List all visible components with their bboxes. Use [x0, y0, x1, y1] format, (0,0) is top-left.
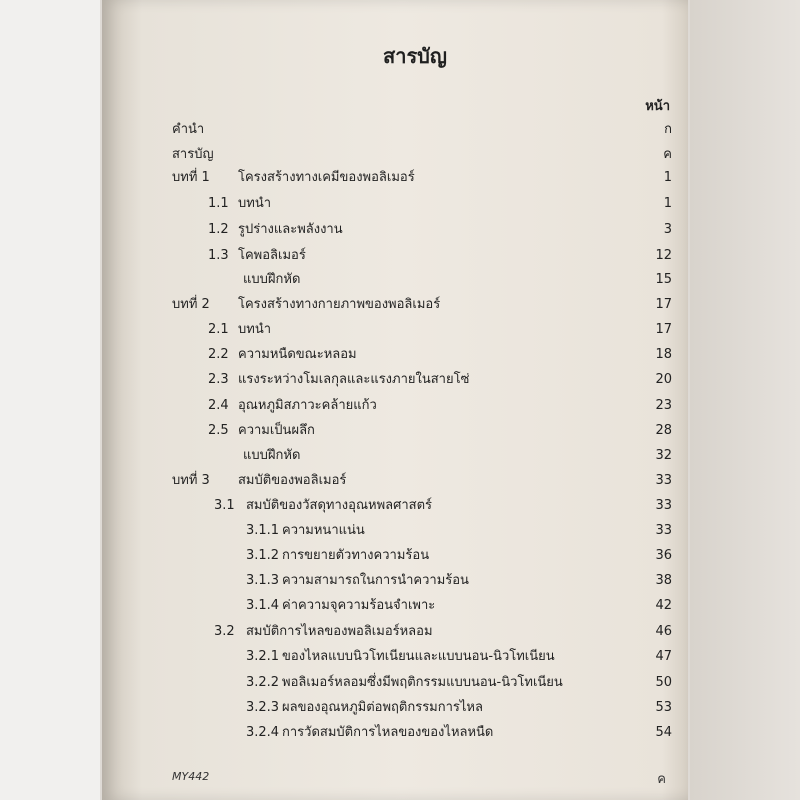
entry-title: สารบัญ: [172, 147, 214, 162]
entry-page-number: 33: [655, 498, 672, 513]
entry-page-number: 18: [655, 347, 672, 362]
entry-title: สมบัติของพอลิเมอร์: [238, 473, 347, 488]
entry-page-number: 15: [655, 272, 672, 287]
toc-entry: [0, 546, 800, 566]
entry-page-number: 54: [655, 725, 672, 740]
entry-title: ความหนาแน่น: [282, 523, 365, 538]
toc-entry: [0, 194, 800, 214]
entry-page-number: 20: [655, 372, 672, 387]
chapter-number: บทที่ 1: [172, 170, 210, 185]
entry-page-number: 3: [663, 222, 672, 237]
section-number: 1.2: [208, 222, 229, 237]
entry-title: พอลิเมอร์หลอมซึ่งมีพฤติกรรมแบบนอน-นิวโทเนียน: [282, 675, 563, 690]
toc-entry: [0, 647, 800, 667]
section-number: 2.4: [208, 398, 229, 413]
entry-page-number: 28: [655, 423, 672, 438]
toc-entry: [0, 496, 800, 516]
entry-title: การวัดสมบัติการไหลของของไหลหนืด: [282, 725, 494, 740]
section-number: 3.1.4: [246, 598, 280, 613]
section-number: 1.1: [208, 196, 229, 211]
toc-entry: [0, 673, 800, 693]
entry-title: อุณหภูมิสภาวะคล้ายแก้ว: [238, 398, 377, 413]
section-number: 1.3: [208, 248, 229, 263]
toc-entry: [0, 521, 800, 541]
entry-title: แบบฝึกหัด: [243, 272, 301, 287]
toc-entry: [0, 446, 800, 466]
chapter-number: บทที่ 2: [172, 297, 210, 312]
entry-title: โครงสร้างทางเคมีของพอลิเมอร์: [238, 170, 415, 185]
toc-entry: [0, 168, 800, 188]
section-number: 2.5: [208, 423, 229, 438]
entry-title: บทนำ: [238, 322, 272, 337]
entry-page-number: 23: [655, 398, 672, 413]
entry-page-number: 36: [655, 548, 672, 563]
entry-title: การขยายตัวทางความร้อน: [282, 548, 430, 563]
entry-title: รูปร่างและพลังงาน: [238, 222, 343, 237]
toc-entry: [0, 220, 800, 240]
entry-title: โคพอลิเมอร์: [238, 248, 306, 263]
entry-page-number: 12: [655, 248, 672, 263]
entry-title: ความสามารถในการนำความร้อน: [282, 573, 469, 588]
entry-page-number: 1: [663, 170, 672, 185]
footer-code: MY442: [172, 770, 210, 783]
toc-entry: [0, 723, 800, 743]
entry-title: แรงระหว่างโมเลกุลและแรงภายในสายโซ่: [238, 372, 470, 387]
toc-entry: [0, 396, 800, 416]
section-number: 3.2.3: [246, 700, 280, 715]
section-number: 3.1.3: [246, 573, 280, 588]
section-number: 3.1: [214, 498, 235, 513]
entry-title: สมบัติการไหลของพอลิเมอร์หลอม: [246, 624, 433, 639]
entry-title: คำนำ: [172, 122, 205, 137]
section-number: 2.3: [208, 372, 229, 387]
section-number: 3.2.2: [246, 675, 280, 690]
toc-entry: [0, 571, 800, 591]
section-number: 3.1.2: [246, 548, 280, 563]
toc-entry: [0, 622, 800, 642]
entry-page-number: 47: [655, 649, 672, 664]
entry-page-number: 1: [663, 196, 672, 211]
entry-page-number: 46: [655, 624, 672, 639]
entry-page-number: 33: [655, 473, 672, 488]
section-number: 2.1: [208, 322, 229, 337]
entry-title: ค่าความจุความร้อนจำเพาะ: [282, 598, 436, 613]
toc-entry: [0, 320, 800, 340]
toc-entry: [0, 246, 800, 266]
toc-entry: [0, 295, 800, 315]
toc-entry: [0, 120, 800, 140]
entry-title: แบบฝึกหัด: [243, 448, 301, 463]
page-title: สารบัญ: [383, 44, 447, 68]
entry-title: สมบัติของวัสดุทางอุณหพลศาสตร์: [246, 498, 433, 513]
entry-page-number: 32: [655, 448, 672, 463]
entry-page-number: 17: [655, 297, 672, 312]
toc-entry: [0, 698, 800, 718]
toc-entry: [0, 421, 800, 441]
section-number: 3.2: [214, 624, 235, 639]
entry-page-number: 50: [655, 675, 672, 690]
entry-page-number: ค: [663, 147, 672, 162]
toc-entry: [0, 596, 800, 616]
section-number: 3.2.4: [246, 725, 280, 740]
toc-entry: [0, 370, 800, 390]
toc-entry: [0, 471, 800, 491]
toc-entry: [0, 145, 800, 165]
entry-title: ผลของอุณหภูมิต่อพฤติกรรมการไหล: [282, 700, 483, 715]
entry-page-number: 53: [655, 700, 672, 715]
entry-title: บทนำ: [238, 196, 272, 211]
section-number: 3.2.1: [246, 649, 280, 664]
entry-title: โครงสร้างทางกายภาพของพอลิเมอร์: [238, 297, 441, 312]
entry-page-number: 42: [655, 598, 672, 613]
toc-entry: [0, 345, 800, 365]
entry-title: ความเป็นผลึก: [238, 423, 315, 438]
section-number: 3.1.1: [246, 523, 280, 538]
entry-title: ของไหลแบบนิวโทเนียนและแบบนอน-นิวโทเนียน: [282, 649, 555, 664]
entry-page-number: 38: [655, 573, 672, 588]
toc-entry: [0, 270, 800, 290]
page-column-header: หน้า: [645, 99, 670, 114]
entry-page-number: 33: [655, 523, 672, 538]
footer-page-number: ค: [657, 772, 666, 787]
entry-title: ความหนืดขณะหลอม: [238, 347, 357, 362]
section-number: 2.2: [208, 347, 229, 362]
entry-page-number: 17: [655, 322, 672, 337]
entry-page-number: ก: [664, 122, 672, 137]
chapter-number: บทที่ 3: [172, 473, 210, 488]
